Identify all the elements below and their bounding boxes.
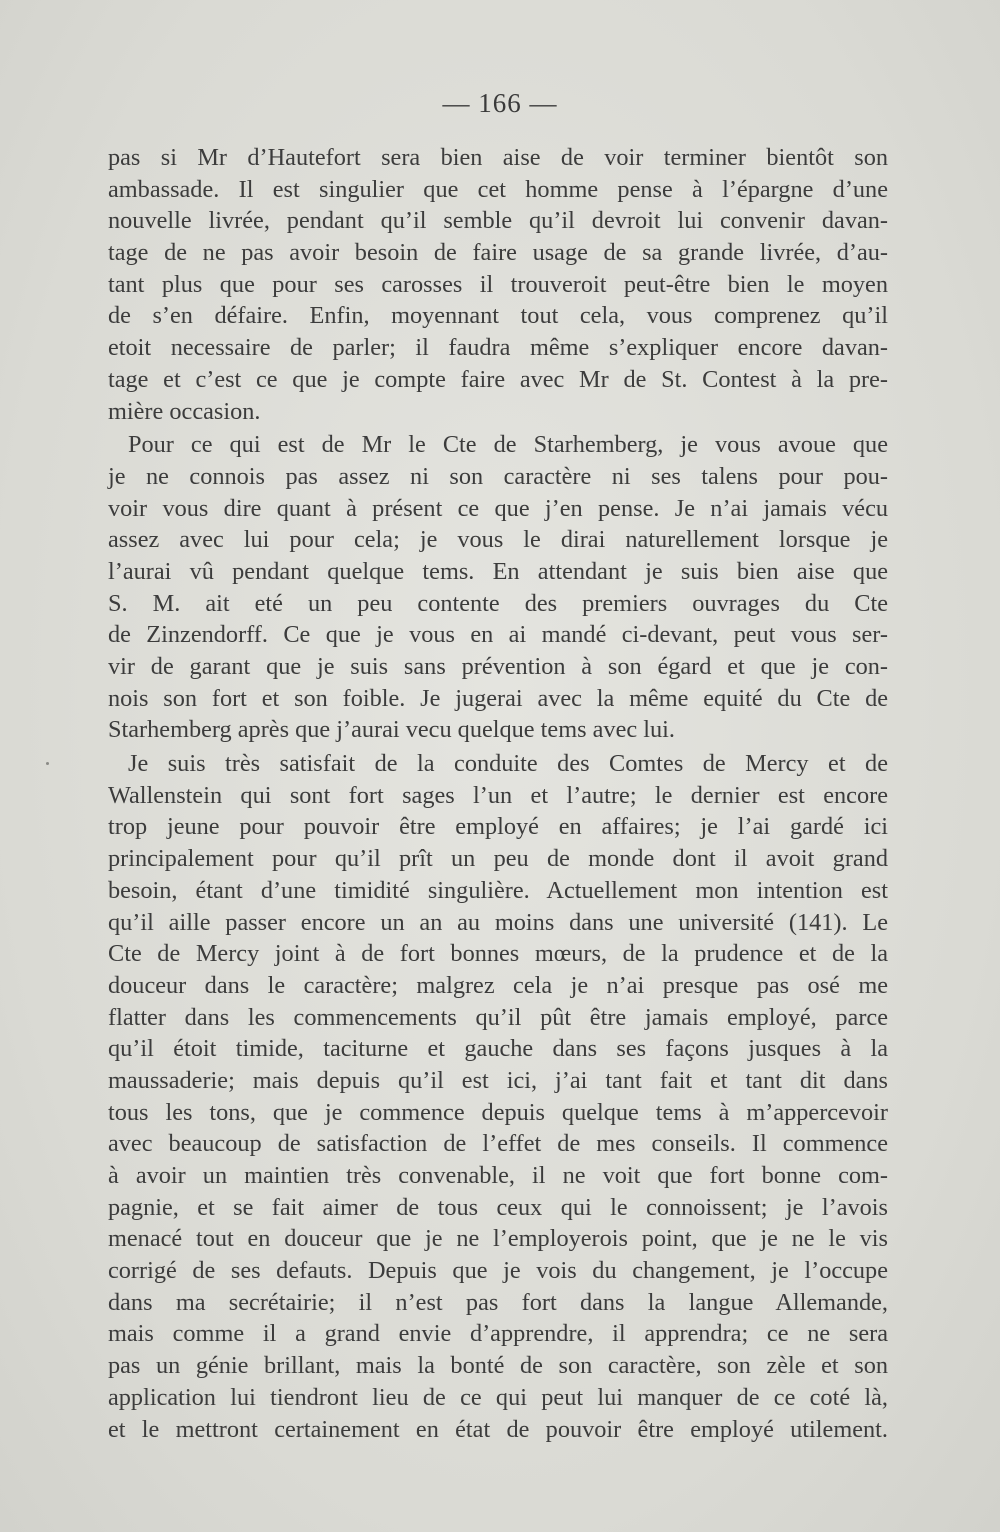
- text-line: principalement pour qu’il prît un peu de monde dont il avoit grand: [108, 845, 888, 873]
- text-line: pas un génie brillant, mais la bonté de son caractère, son zèle et son: [108, 1352, 888, 1380]
- text-line: assez avec lui pour cela; je vous le dirai naturellement lorsque je: [108, 526, 888, 554]
- text-line: l’aurai vû pendant quelque tems. En attendant je suis bien aise que: [108, 557, 888, 585]
- text-line: Cte de Mercy joint à de fort bonnes mœurs, de la prudence et de la: [108, 940, 888, 968]
- text-line: maussaderie; mais depuis qu’il est ici, j’ai tant fait et tant dit dans: [108, 1066, 888, 1094]
- text-line: Pour ce qui est de Mr le Cte de Starhemberg, je vous avoue que: [128, 431, 888, 459]
- text-line: Wallenstein qui sont fort sages l’un et l’autre; le dernier est encore: [108, 781, 888, 809]
- text-line: pas si Mr d’Hautefort sera bien aise de voir terminer bientôt son: [108, 144, 888, 171]
- text-line: et le mettront certainement en état de pouvoir être employé utilement.: [108, 1415, 888, 1443]
- paper-speck: [46, 762, 49, 765]
- text-line: vir de garant que je suis sans prévention à son égard et que je con-: [108, 653, 888, 680]
- text-line: tous les tons, que je commence depuis quelque tems à m’appercevoir: [108, 1098, 888, 1126]
- text-line: application lui tiendront lieu de ce qui peut lui manquer de ce coté là,: [108, 1383, 888, 1411]
- text-line: de s’en défaire. Enfin, moyennant tout cela, vous comprenez qu’il: [108, 302, 888, 330]
- text-line: qu’il étoit timide, taciturne et gauche dans ses façons jusques à la: [108, 1035, 888, 1063]
- text-line: avec beaucoup de satisfaction de l’effet de mes conseils. Il commence: [108, 1130, 888, 1158]
- text-line: Je suis très satisfait de la conduite des Comtes de Mercy et de: [128, 750, 888, 778]
- text-line: dans ma secrétairie; il n’est pas fort dans la langue Allemande,: [108, 1288, 888, 1316]
- text-line: ambassade. Il est singulier que cet homme pense à l’épargne d’une: [108, 175, 888, 203]
- text-line: mais comme il a grand envie d’apprendre, il apprendra; ce ne sera: [108, 1320, 888, 1348]
- text-line: trop jeune pour pouvoir être employé en affaires; je l’ai gardé ici: [108, 813, 888, 841]
- paragraph: [108, 429, 888, 746]
- text-line: douceur dans le caractère; malgrez cela je n’ai presque pas osé me: [108, 971, 888, 999]
- body-text: [108, 142, 888, 1445]
- paragraph: [108, 748, 888, 1445]
- text-line: nois son fort et son foible. Je jugerai avec la même equité du Cte de: [108, 684, 888, 712]
- text-line: mière occasion.: [108, 397, 261, 425]
- text-line: besoin, étant d’une timidité singulière. Actuellement mon intention est: [108, 876, 888, 904]
- text-line: je ne connois pas assez ni son caractère ni ses talens pour pou-: [108, 462, 888, 490]
- text-line: pagnie, et se fait aimer de tous ceux qui le connoissent; je l’avois: [108, 1193, 888, 1221]
- text-line: à avoir un maintien très convenable, il ne voit que fort bonne com-: [108, 1162, 888, 1189]
- text-line: nouvelle livrée, pendant qu’il semble qu’il devroit lui convenir davan-: [108, 207, 888, 235]
- text-line: voir vous dire quant à présent ce que j’en pense. Je n’ai jamais vécu: [108, 494, 888, 522]
- text-line: qu’il aille passer encore un an au moins dans une université (141). Le: [108, 908, 888, 936]
- text-line: tage de ne pas avoir besoin de faire usage de sa grande livrée, d’au-: [108, 239, 888, 267]
- text-line: Starhemberg après que j’aurai vecu quelque tems avec lui.: [108, 716, 675, 744]
- text-line: tant plus que pour ses carosses il trouveroit peut-être bien le moyen: [108, 270, 888, 298]
- text-line: flatter dans les commencements qu’il pût être jamais employé, parce: [108, 1003, 888, 1031]
- page-number: — 166 —: [442, 88, 558, 118]
- text-line: menacé tout en douceur que je ne l’employerois point, que je ne le vis: [108, 1225, 888, 1253]
- text-line: S. M. ait eté un peu contente des premiers ouvrages du Cte: [108, 589, 888, 617]
- paragraph: [108, 142, 888, 427]
- text-line: etoit necessaire de parler; il faudra même s’expliquer encore davan-: [108, 334, 888, 362]
- text-line: corrigé de ses defauts. Depuis que je vois du changement, je l’occupe: [108, 1257, 888, 1285]
- text-line: tage et c’est ce que je compte faire avec Mr de St. Contest à la pre-: [108, 365, 888, 393]
- text-line: de Zinzendorff. Ce que je vous en ai mandé ci-devant, peut vous ser-: [108, 621, 888, 649]
